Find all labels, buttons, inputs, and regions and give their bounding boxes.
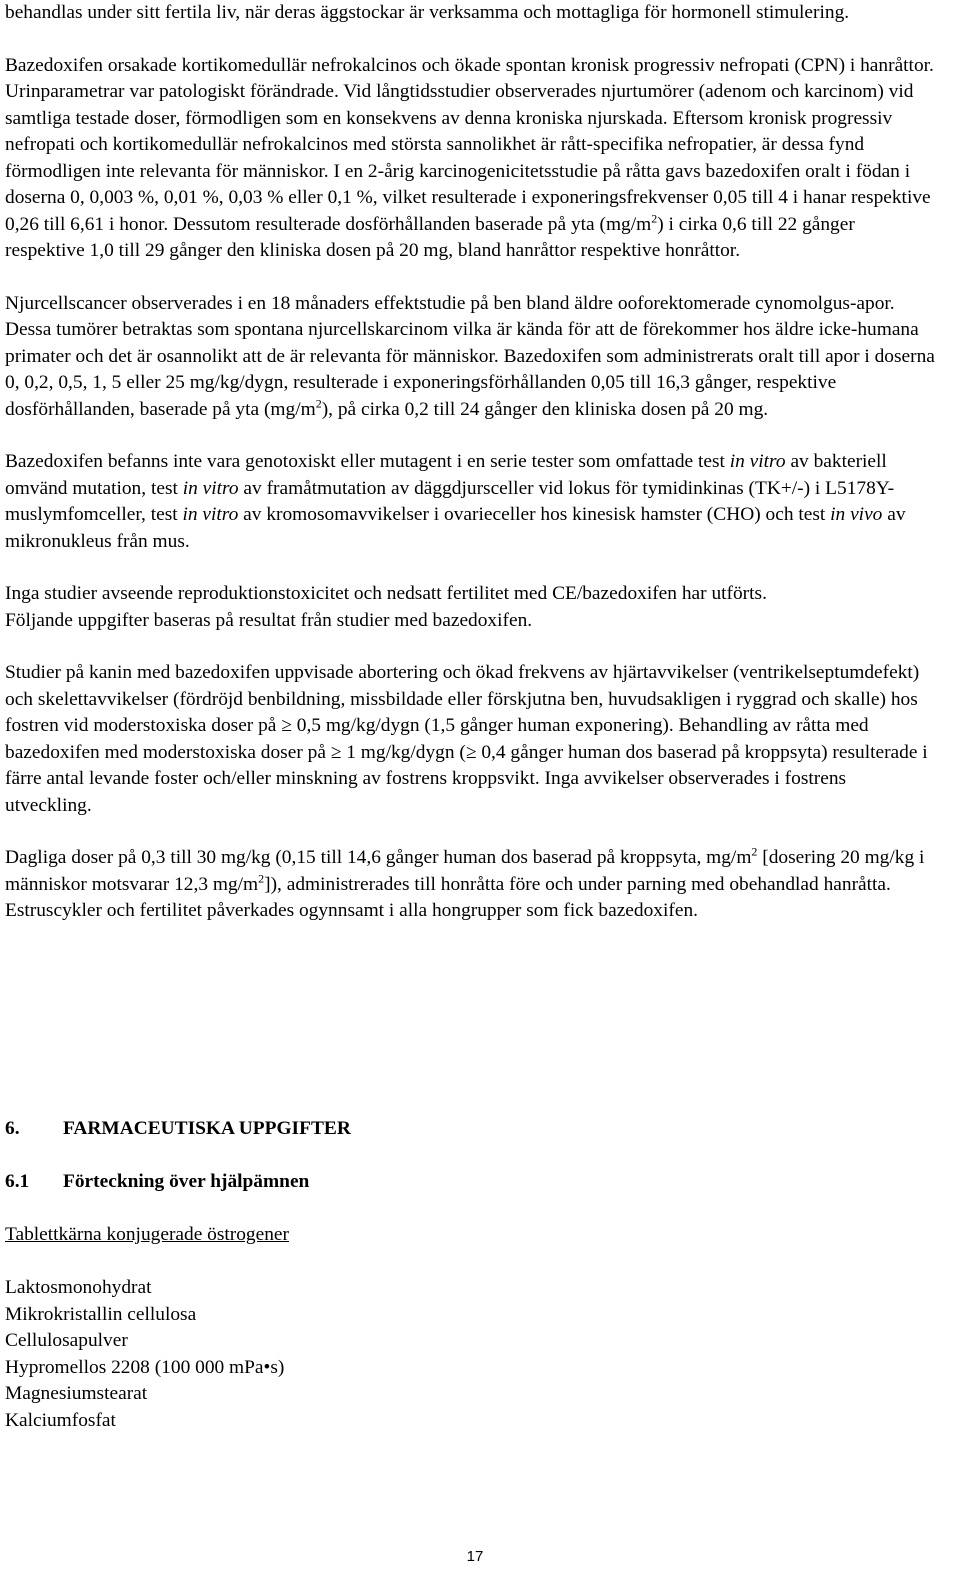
excipient-item: Laktosmonohydrat	[5, 1277, 152, 1298]
text-run: ) i cirka 0,6 till 22 gånger respektive 1,0 till 29 gånger den kliniska dosen på 20 mg, bland hanråttor respektive honråttor.	[5, 213, 855, 261]
paragraph-reproduction-note-2: Följande uppgifter baseras på resultat från studier med bazedoxifen.	[5, 609, 533, 631]
superscript: 2	[258, 871, 265, 886]
paragraph-reproduction-note: Inga studier avseende reproduktionstoxicitet och nedsatt fertilitet med CE/bazedoxifen har utförts.	[5, 583, 767, 604]
text-run: Dagliga doser på 0,3 till 30 mg/kg (0,15 till 14,6 gånger human dos baserad på kroppsyta, mg/m	[5, 847, 752, 868]
superscript: 2	[751, 844, 758, 859]
core-title: Tablettkärna konjugerade östrogener	[5, 1224, 289, 1245]
section-title: FARMACEUTISKA UPPGIFTER	[63, 1118, 351, 1139]
superscript: 2	[315, 396, 322, 411]
text-run: Bazedoxifen orsakade kortikomedullär nefrokalcinos och ökade spontan kronisk progressiv nefropati (CPN) i hanråttor. Urinparametrar var patologiskt förändrade. Vid långtidsstudier observerades njurtumörer (adenom och karcinom) vid samtliga testade doser, förmodligen som en konsekvens av denna kroniska njurskada. Eftersom kronisk progressiv nefropati och kortikomedullär nefrokalcinos med största sannolikhet är rått-specifika nefropatier, är dessa fynd förmodligen inte relevanta för människor. I en 2-årig karcinogenicitetsstudie på råtta gavs bazedoxifen oralt i födan i doserna 0, 0,003 %, 0,01 %, 0,03 % eller 0,1 %, vilket resulterade i exponeringsfrekvenser 0,05 till 4 i hanar respektive 0,26 till 6,61 i honor. Dessutom resulterade dosförhållanden baserade på yta (mg/m	[5, 54, 934, 235]
section-heading	[5, 1116, 351, 1143]
paragraph-fertility-intro: behandlas under sitt fertila liv, när deras äggstockar är verksamma och mottagliga för hormonell stimulering.	[5, 2, 850, 23]
section-number: 6.	[5, 1118, 20, 1139]
text-run: ), på cirka 0,2 till 24 gånger den kliniska dosen på 20 mg.	[321, 398, 769, 420]
text-run: av bakteriell omvänd mutation, test	[5, 451, 887, 499]
excipient-item: Hypromellos 2208 (100 000 mPa•s)	[5, 1356, 285, 1378]
text-run: av kromosomavvikelser i ovarieceller hos kinesisk hamster (CHO) och test	[238, 504, 831, 525]
paragraph-renal-findings-rat	[5, 53, 935, 265]
italic-term: in vitro	[729, 451, 786, 472]
text-run: Bazedoxifen befanns inte vara genotoxiskt eller mutagent i en serie tester som omfattade test	[5, 451, 730, 472]
paragraph-genotoxicity	[5, 449, 935, 555]
paragraph-renal-cancer-monkey	[5, 291, 935, 424]
italic-term: in vitro	[182, 504, 239, 525]
document-page	[5, 0, 935, 1431]
excipient-item: Magnesiumstearat	[5, 1383, 148, 1404]
italic-term: in vitro	[182, 477, 239, 499]
excipient-list	[5, 1275, 284, 1434]
text-run: Njurcellscancer observerades i en 18 månaders effektstudie på ben bland äldre ooforektomerade cynomolgus-apor. Dessa tumörer betraktas som spontana njurcellskarcinom vilka är kända för att de förekommer hos äldre icke-humana primater och det är osannolikt att de är relevanta för människor. Bazedoxifen som administrerats oralt till apor i doserna 0, 0,2, 0,5, 1, 5 eller 25 mg/kg/dygn, resulterade i exponeringsförhållanden 0,05 till 16,3 gånger, respektive dosförhållanden, baserade på yta (mg/m	[5, 292, 935, 420]
subsection-title: Förteckning över hjälpämnen	[63, 1171, 310, 1192]
page-number: 17	[466, 1548, 484, 1565]
text-run: av mikronukleus från mus.	[5, 504, 906, 552]
text-run: [dosering 20 mg/kg i människor motsvarar 12,3 mg/m	[5, 847, 925, 895]
text-run: ]), administrerades till honråtta före och under parning med obehandlad hanråtta. Estruscykler och fertilitet påverkades ogynnsamt i alla hongrupper som fick bazedoxifen.	[5, 873, 891, 921]
paragraph-fertility-rat	[5, 845, 935, 925]
subsection-number: 6.1	[5, 1171, 30, 1192]
excipient-item: Kalciumfosfat	[5, 1409, 116, 1431]
excipient-item: Cellulosapulver	[5, 1330, 128, 1351]
superscript: 2	[651, 211, 658, 226]
paragraph-rabbit-studies: Studier på kanin med bazedoxifen uppvisade abortering och ökad frekvens av hjärtavvikelser (ventrikelseptumdefekt) och skelettavvikelser (fördröjd benbildning, missbildade eller förskjutna ben, huvudsakligen i ryggrad och skalle) hos fostren vid moderstoxiska doser på ≥ 0,5 mg/kg/dygn (1,5 gånger human exponering). Behandling av råtta med bazedoxifen med moderstoxiska doser på ≥ 1 mg/kg/dygn (≥ 0,4 gånger human dos baserad på kroppsyta) resulterade i färre antal levande foster och/eller minskning av fostrens kroppsvikt. Inga avvikelser observerades i fostrens utveckling.	[5, 662, 928, 816]
text-run: av framåtmutation av däggdjursceller vid lokus för tymidinkinas (TK+/-) i L5178Y-muslymfomceller, test	[5, 477, 895, 525]
subsection-heading	[5, 1169, 309, 1196]
italic-term: in vivo	[830, 504, 883, 525]
excipient-item: Mikrokristallin cellulosa	[5, 1303, 197, 1325]
